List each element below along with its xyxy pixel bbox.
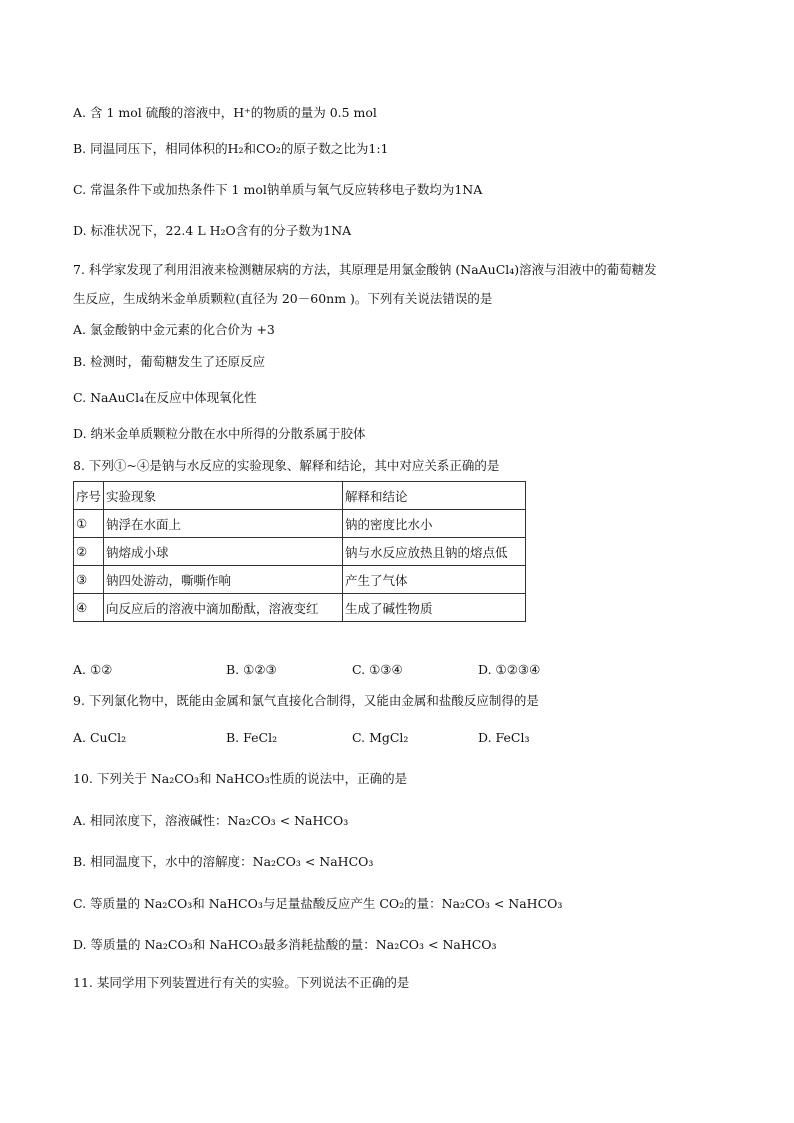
table-row	[74, 594, 526, 622]
q8-table	[73, 481, 526, 622]
q10-stem: 10. 下列关于 Na₂CO₃和 NaHCO₃性质的说法中，正确的是	[73, 771, 408, 786]
table-row	[74, 566, 526, 594]
q8-stem: 8. 下列①~④是钠与水反应的实验现象、解释和结论，其中对应关系正确的是	[73, 458, 500, 473]
q6-option-b: B. 同温同压下，相同体积的H₂和CO₂的原子数之比为1:1	[73, 141, 389, 156]
table-cell: ③	[74, 566, 104, 594]
q8-option-a: A. ①②	[73, 662, 113, 677]
table-cell: ①	[74, 510, 104, 538]
q7-option-a: A. 氯金酸钠中金元素的化合价为 +3	[73, 322, 275, 337]
q9-option-d: D. FeCl₃	[478, 730, 530, 745]
table-cell: ②	[74, 538, 104, 566]
q8-option-b: B. ①②③	[226, 662, 277, 677]
table-row	[74, 538, 526, 566]
table-header-cell: 序号	[74, 482, 104, 510]
q7-option-c: C. NaAuCl₄在反应中体现氧化性	[73, 390, 257, 405]
table-cell: 钠与水反应放热且钠的熔点低	[343, 538, 526, 566]
q10-option-a: A. 相同浓度下，溶液碱性：Na₂CO₃ < NaHCO₃	[73, 813, 349, 828]
table-header-row	[74, 482, 526, 510]
q9-stem: 9. 下列氯化物中，既能由金属和氯气直接化合制得，又能由金属和盐酸反应制得的是	[73, 693, 539, 708]
table-cell: 钠熔成小球	[104, 538, 343, 566]
q6-option-a: A. 含 1 mol 硫酸的溶液中，H⁺的物质的量为 0.5 mol	[73, 105, 377, 120]
q8-option-d: D. ①②③④	[478, 662, 541, 677]
q6-option-d: D. 标准状况下，22.4 L H₂O含有的分子数为1NA	[73, 223, 352, 238]
q10-option-d: D. 等质量的 Na₂CO₃和 NaHCO₃最多消耗盐酸的量：Na₂CO₃ < NaHCO₃	[73, 937, 497, 952]
q7-stem-line2: 生反应，生成纳米金单质颗粒(直径为 20－60nm )。下列有关说法错误的是	[73, 291, 493, 306]
q10-option-c: C. 等质量的 Na₂CO₃和 NaHCO₃与足量盐酸反应产生 CO₂的量：Na₂CO₃ < NaHCO₃	[73, 896, 563, 911]
q6-option-c: C. 常温条件下或加热条件下 1 mol钠单质与氧气反应转移电子数均为1NA	[73, 182, 483, 197]
q10-option-b: B. 相同温度下，水中的溶解度：Na₂CO₃ < NaHCO₃	[73, 854, 374, 869]
q7-option-b: B. 检测时，葡萄糖发生了还原反应	[73, 354, 266, 369]
table-header-cell: 实验现象	[104, 482, 343, 510]
q11-stem: 11. 某同学用下列装置进行有关的实验。下列说法不正确的是	[73, 975, 410, 990]
table-cell: 向反应后的溶液中滴加酚酞，溶液变红	[104, 594, 343, 622]
table-header-cell: 解释和结论	[343, 482, 526, 510]
q7-option-d: D. 纳米金单质颗粒分散在水中所得的分散系属于胶体	[73, 426, 366, 441]
q9-option-a: A. CuCl₂	[73, 730, 127, 745]
table-cell: 钠浮在水面上	[104, 510, 343, 538]
q9-option-b: B. FeCl₂	[226, 730, 278, 745]
table-cell: ④	[74, 594, 104, 622]
q8-option-c: C. ①③④	[352, 662, 403, 677]
table-cell: 生成了碱性物质	[343, 594, 526, 622]
table-row	[74, 510, 526, 538]
table-cell: 钠的密度比水小	[343, 510, 526, 538]
q7-stem-line1: 7. 科学家发现了利用泪液来检测糖尿病的方法，其原理是用氯金酸钠 (NaAuCl₄)溶液与泪液中的葡萄糖发	[73, 262, 657, 277]
table-cell: 钠四处游动，嘶嘶作响	[104, 566, 343, 594]
q9-option-c: C. MgCl₂	[352, 730, 409, 745]
table-cell: 产生了气体	[343, 566, 526, 594]
